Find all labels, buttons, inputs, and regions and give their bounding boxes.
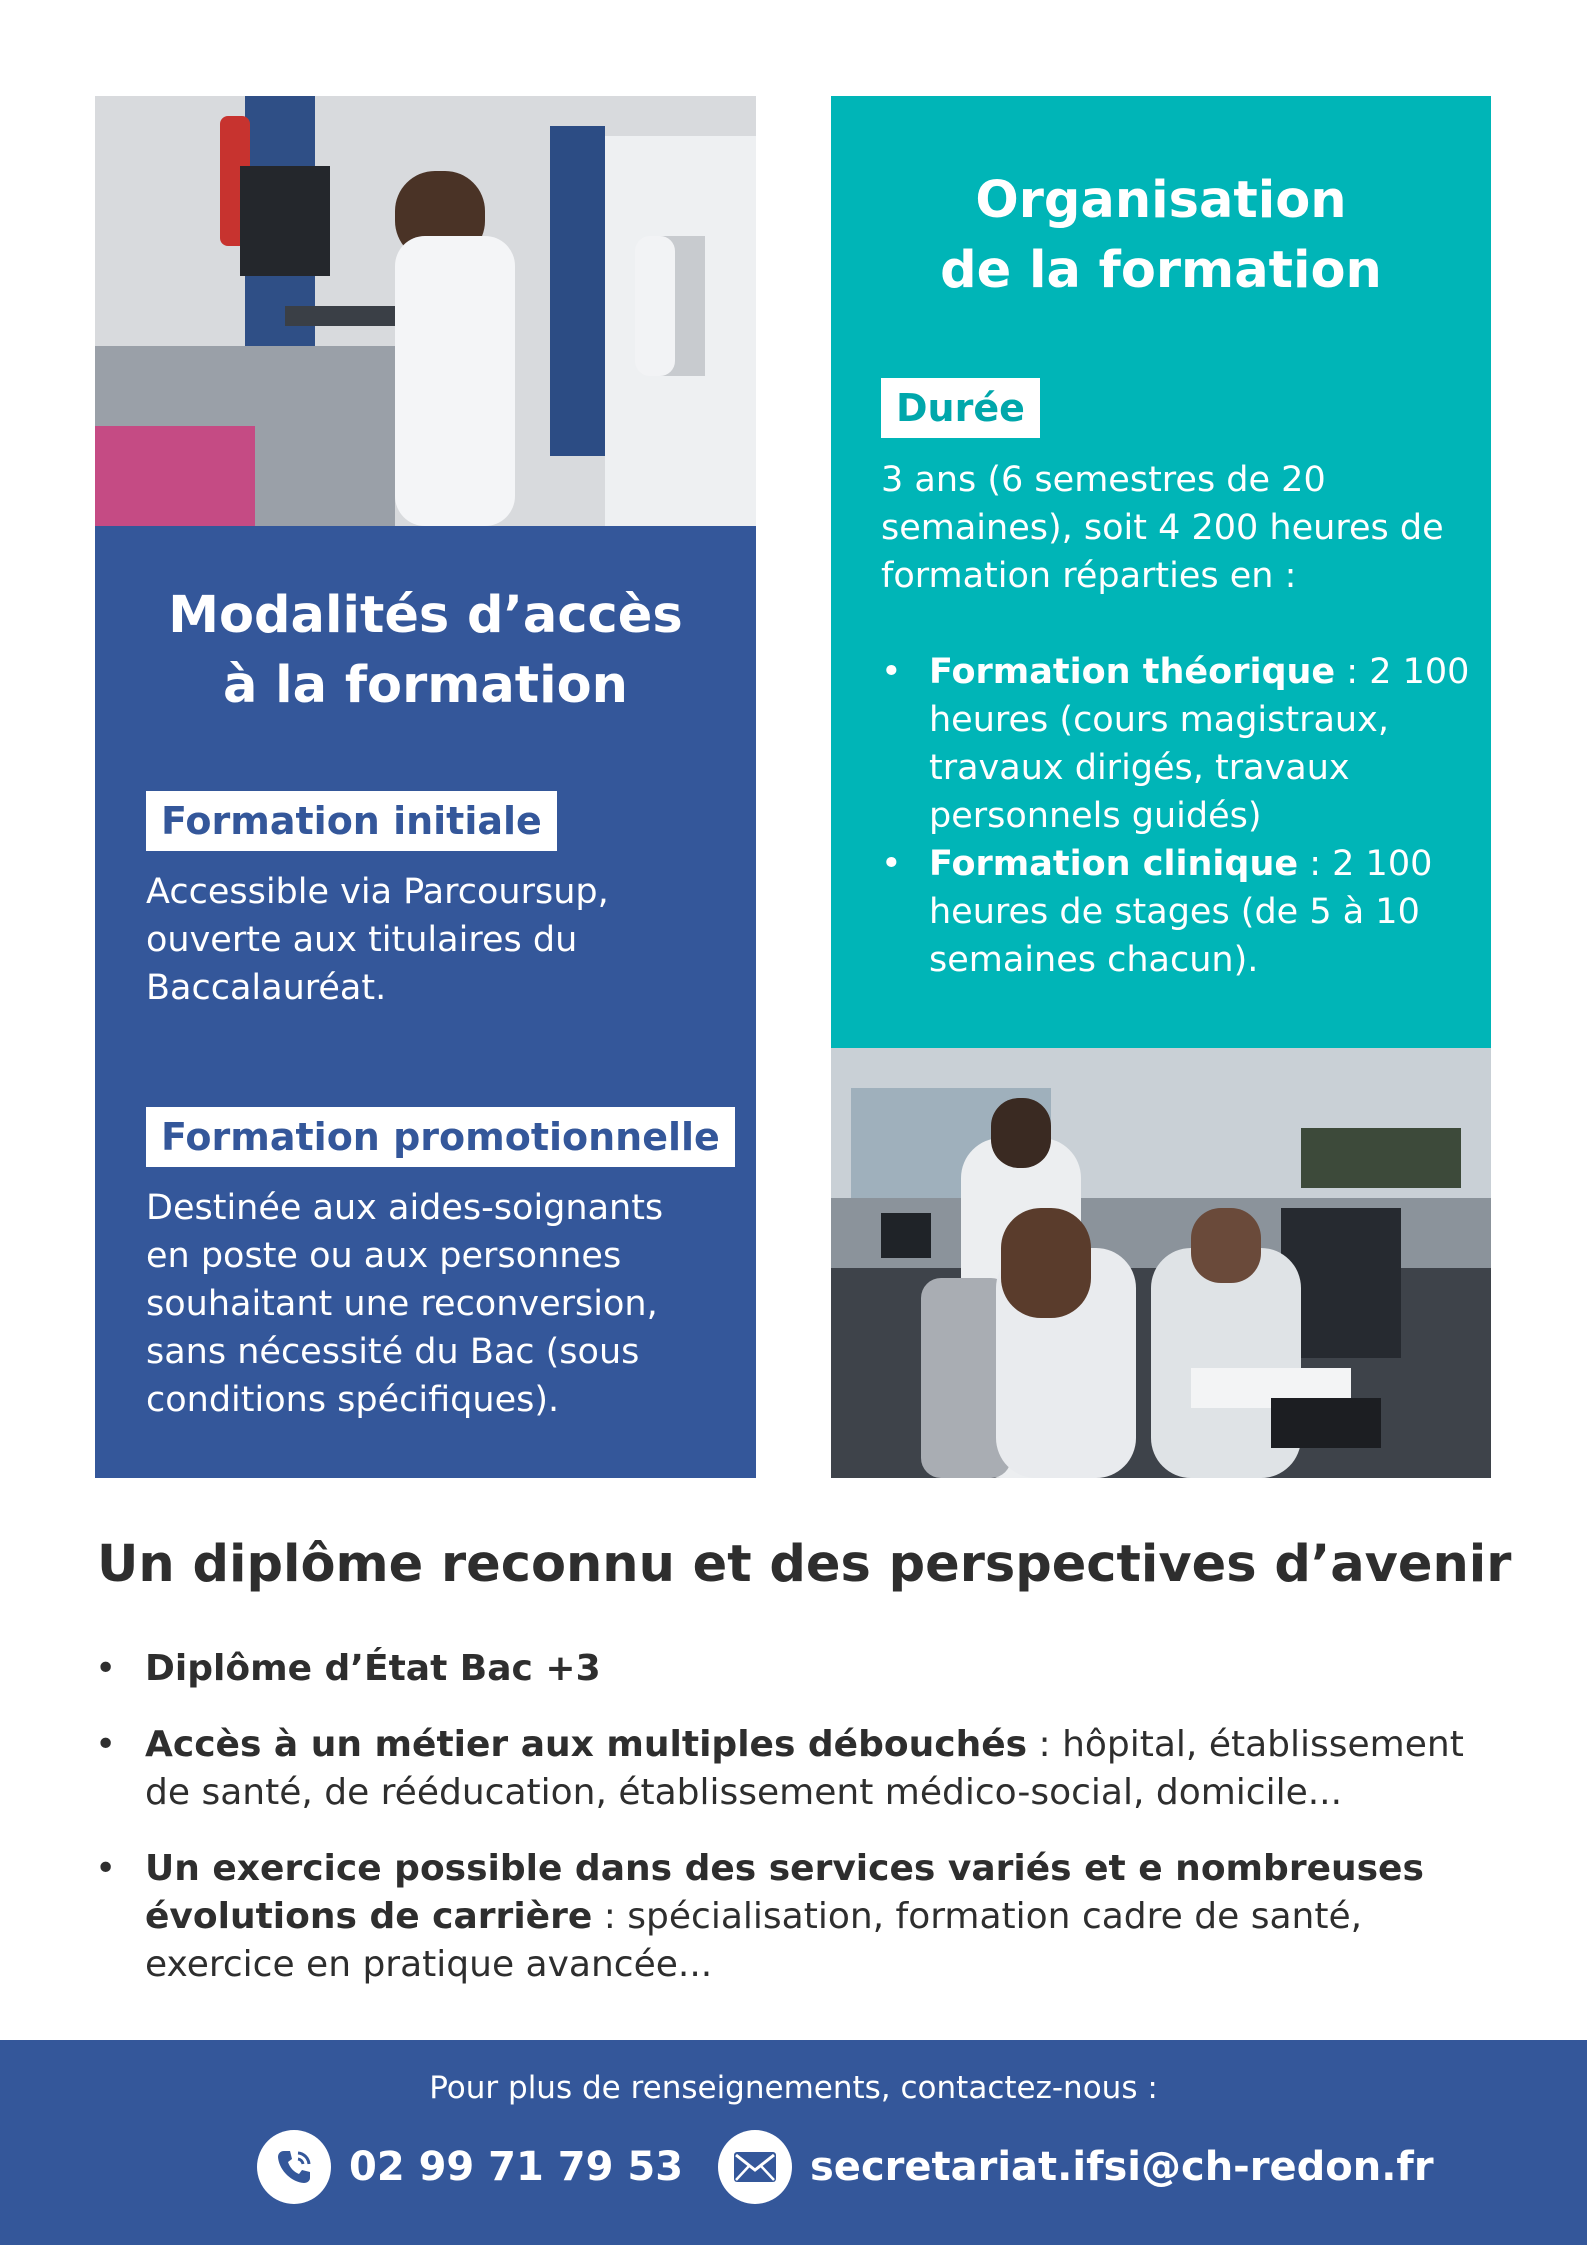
theory-label: Formation théorique: [929, 652, 1336, 692]
diploma-heading: Un diplôme reconnu et des perspectives d’avenir: [97, 1535, 1512, 1594]
contact-lead: Pour plus de renseignements, contactez-nous :: [429, 2070, 1158, 2106]
access-panel: [95, 526, 756, 1478]
phone-contact[interactable]: [257, 2130, 683, 2204]
theory-detail-line: personnels guidés): [929, 796, 1262, 836]
list-item: [881, 840, 1481, 984]
care-team-office-photo: [831, 1048, 1491, 1478]
access-title-line2: à la formation: [223, 656, 628, 715]
promotional-training-line: en poste ou aux personnes: [146, 1236, 622, 1276]
clinical-hours: : 2 100: [1298, 844, 1433, 884]
benefit-text: : hôpital, établissement de santé, de rééducation, établissement médico-social, domicile...: [145, 1724, 1464, 1813]
organisation-title-line2: de la formation: [940, 241, 1382, 300]
list-item: [95, 1721, 1515, 1817]
envelope-icon: [718, 2130, 792, 2204]
initial-training-line: ouverte aux titulaires du: [146, 920, 578, 960]
clinical-label: Formation clinique: [929, 844, 1299, 884]
promotional-training-line: conditions spécifiques).: [146, 1380, 560, 1420]
initial-training-label: Formation initiale: [146, 791, 557, 851]
initial-training-line: Baccalauréat.: [146, 968, 387, 1008]
theory-detail-line: travaux dirigés, travaux: [929, 748, 1350, 788]
duration-line: 3 ans (6 semestres de 20: [881, 460, 1326, 500]
training-breakdown-list: [881, 648, 1481, 984]
duration-line: formation réparties en :: [881, 556, 1297, 596]
promotional-training-line: sans nécessité du Bac (sous: [146, 1332, 640, 1372]
access-title-line1: Modalités d’accès: [168, 586, 683, 645]
theory-detail-line: heures (cours magistraux,: [929, 700, 1389, 740]
list-item: [95, 1845, 1515, 1989]
promotional-training-label: Formation promotionnelle: [146, 1107, 735, 1167]
list-item: [881, 648, 1481, 840]
initial-training-line: Accessible via Parcoursup,: [146, 872, 609, 912]
promotional-training-line: souhaitant une reconversion,: [146, 1284, 658, 1324]
promotional-training-line: Destinée aux aides-soignants: [146, 1188, 664, 1228]
email-address: secretariat.ifsi@ch-redon.fr: [810, 2144, 1434, 2190]
duration-label: Durée: [881, 378, 1040, 438]
benefit-bold: Diplôme d’État Bac +3: [145, 1648, 601, 1689]
list-item: [95, 1645, 1515, 1693]
duration-line: semaines), soit 4 200 heures de: [881, 508, 1444, 548]
diploma-benefits-list: [95, 1645, 1515, 2017]
benefit-bold: Un exercice possible dans des services variés et e nombreuses évolutions de carrière: [145, 1848, 1424, 1937]
nurse-at-computer-photo: [95, 96, 756, 526]
organisation-title-line1: Organisation: [975, 171, 1347, 230]
phone-number: 02 99 71 79 53: [349, 2144, 684, 2190]
organisation-panel: [831, 96, 1491, 1048]
benefit-bold: Accès à un métier aux multiples débouchés: [145, 1724, 1028, 1765]
phone-icon: [257, 2130, 331, 2204]
theory-hours: : 2 100: [1335, 652, 1470, 692]
benefit-text: : spécialisation, formation cadre de santé, exercice en pratique avancée...: [145, 1896, 1363, 1985]
clinical-detail-line: semaines chacun).: [929, 940, 1259, 980]
clinical-detail-line: heures de stages (de 5 à 10: [929, 892, 1420, 932]
email-contact[interactable]: [718, 2130, 1434, 2204]
contact-footer: [0, 2040, 1587, 2245]
